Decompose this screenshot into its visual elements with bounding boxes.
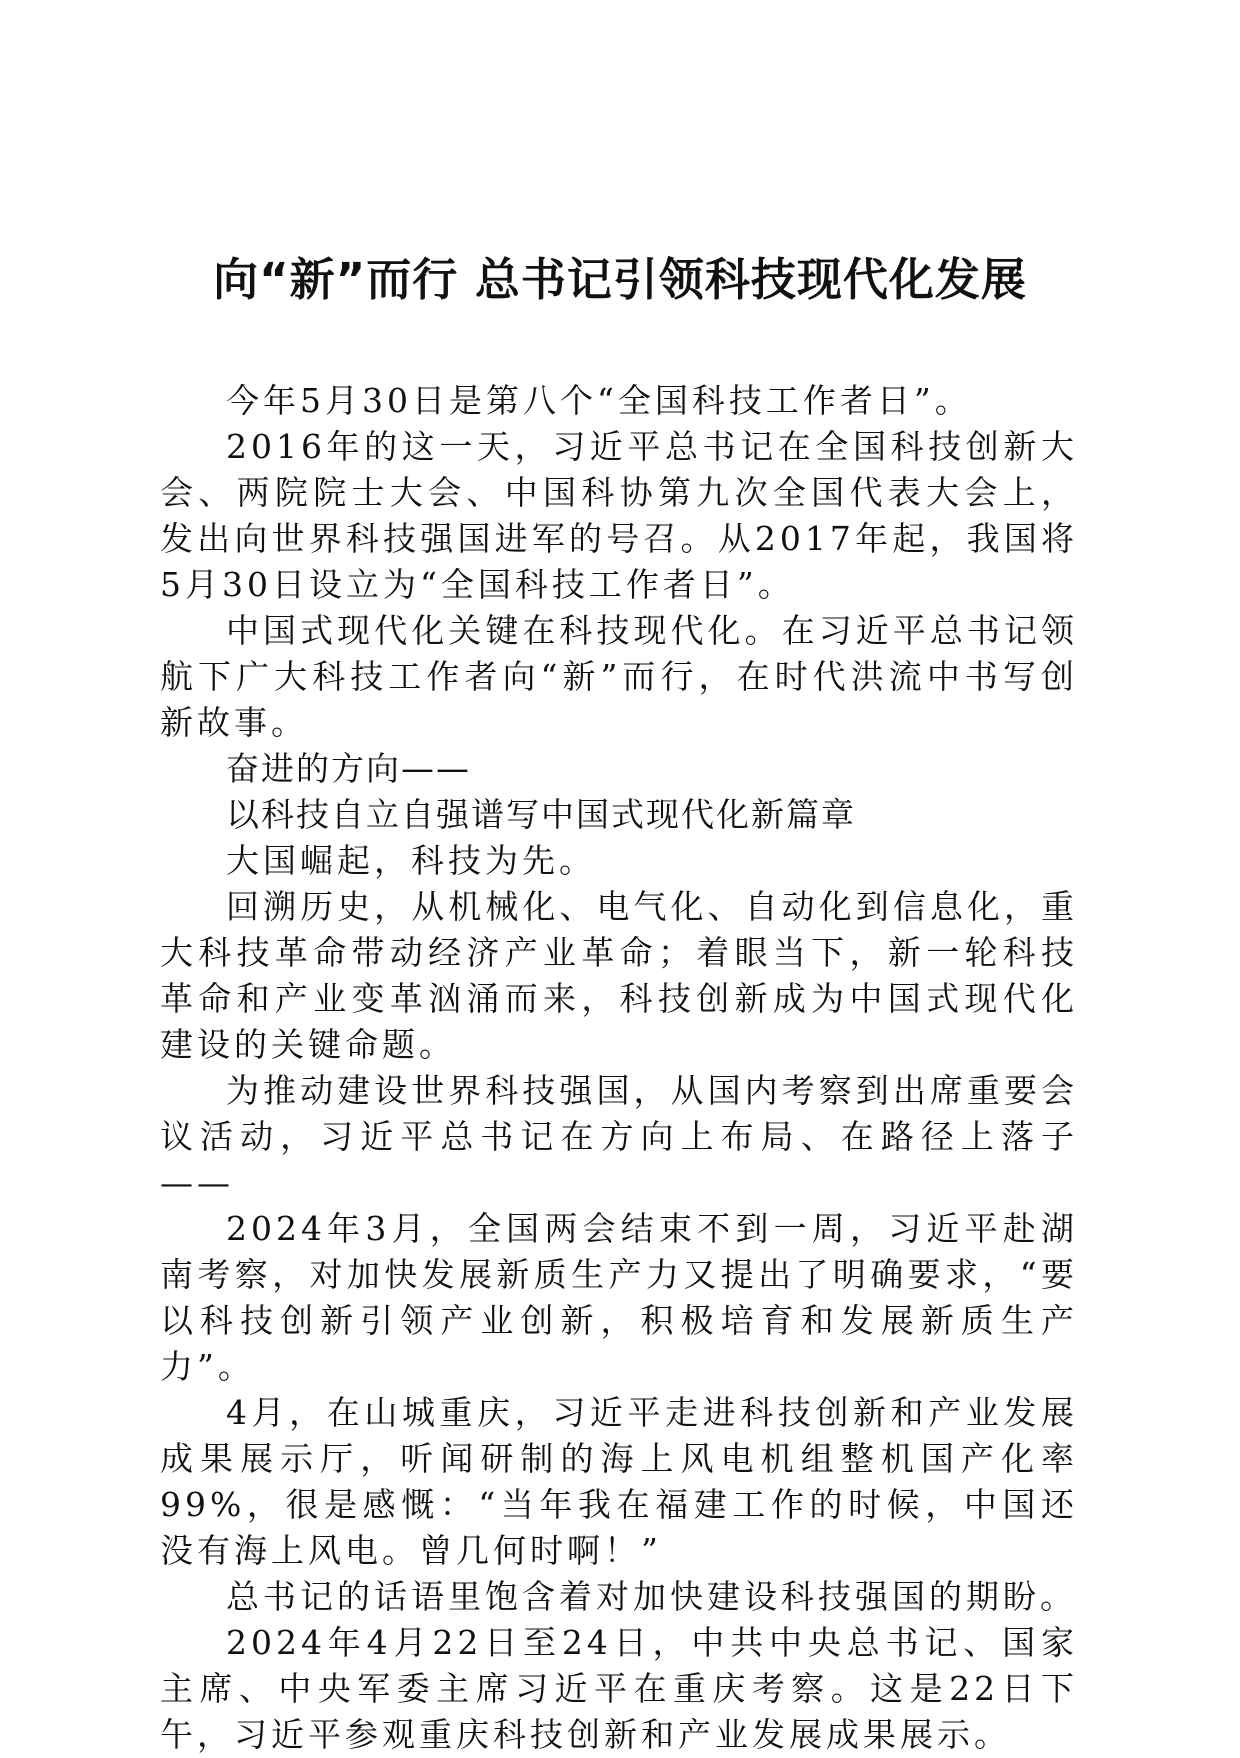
paragraph: 今年5月30日是第八个“全国科技工作者日”。	[226, 381, 972, 420]
paragraph: 2024年3月，全国两会结束不到一周，习近平赴湖南考察，对加快发展新质生产力又提出了明确要求，“要以科技创新引领产业创新，积极培育和发展新质生产力”。	[160, 1209, 1078, 1386]
paragraph: 4月，在山城重庆，习近平走进科技创新和产业发展成果展示厅，听闻研制的海上风电机组整机国产化率99%，很是感慨：“当年我在福建工作的时候，中国还没有海上风电。曾几何时啊！”	[160, 1393, 1078, 1570]
paragraph: 大国崛起，科技为先。	[226, 841, 596, 880]
paragraph: 为推动建设世界科技强国，从国内考察到出席重要会议活动，习近平总书记在方向上布局、在路径上落子——	[160, 1071, 1078, 1202]
paragraph: 回溯历史，从机械化、电气化、自动化到信息化，重大科技革命带动经济产业革命；着眼当下，新一轮科技革命和产业变革汹涌而来，科技创新成为中国式现代化建设的关键命题。	[160, 887, 1078, 1064]
paragraph: 2024年4月22日至24日，中共中央总书记、国家主席、中央军委主席习近平在重庆考察。这是22日下午，习近平参观重庆科技创新和产业发展成果展示。	[160, 1623, 1078, 1754]
article-body	[160, 378, 1078, 1758]
paragraph: 总书记的话语里饱含着对加快建设科技强国的期盼。	[226, 1577, 1077, 1616]
section-heading: 奋进的方向——	[226, 749, 471, 788]
section-subheading: 以科技自立自强谱写中国式现代化新篇章	[226, 795, 856, 834]
paragraph: 中国式现代化关键在科技现代化。在习近平总书记领航下广大科技工作者向“新”而行，在时代洪流中书写创新故事。	[160, 611, 1078, 742]
article-title: 向“新”而行 总书记引领科技现代化发展	[213, 253, 1027, 306]
paragraph: 2016年的这一天，习近平总书记在全国科技创新大会、两院院士大会、中国科协第九次全国代表大会上，发出向世界科技强国进军的号召。从2017年起，我国将5月30日设立为“全国科技工作者日”。	[160, 427, 1078, 604]
